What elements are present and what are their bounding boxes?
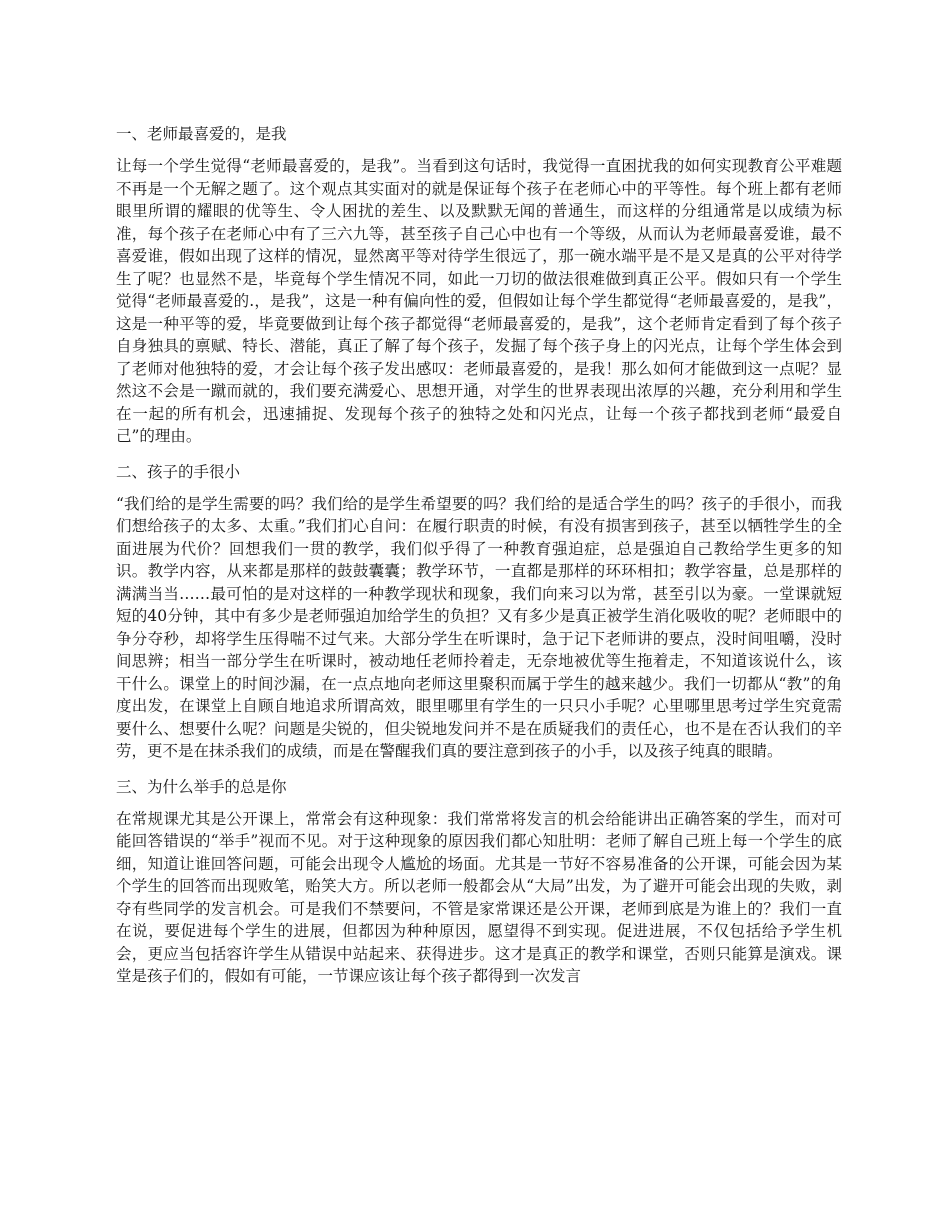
section-paragraph: “我们给的是学生需要的吗？我们给的是学生希望要的吗？我们给的是适合学生的吗？孩子的手很小，而我们想给孩子的太多、太重。”我们扪心自问：在履行职责的时候，有没有损害到孩子，甚至以牺牲学生的全面进展为代价？回想我们一贯的教学，我们似乎得了一种教育强迫症，总是强迫自己教给学生更多的知识。教学内容，从来都是那样的鼓鼓囊囊；教学环节，一直都是那样的环环相扣；教学容量，总是那样的满满当当……最可怕的是对这样的一种教学现状和现象，我们向来习以为常，甚至引以为豪。一堂课就短短的40分钟，其中有多少是老师强迫加给学生的负担？又有多少是真正被学生消化吸收的呢？老师眼中的争分夺秒，却将学生压得喘不过气来。大部分学生在听课时，急于记下老师讲的要点，没时间咀嚼，没时间思辨；相当一部分学生在听课时，被动地任老师拎着走，无奈地被优等生拖着走，不知道该说什么，该干什么。课堂上的时间沙漏，在一点点地向老师这里聚积而属于学生的越来越少。我们一切都从“教”的角度出发，在课堂上自顾自地追求所谓高效，眼里哪里有学生的一只只小手呢？心里哪里思考过学生究竟需要什么、想要什么呢？问题是尖锐的，但尖锐地发问并不是在质疑我们的责任心，也不是在否认我们的辛劳，更不是在抹杀我们的成绩，而是在警醒我们真的要注意到孩子的小手，以及孩子纯真的眼睛。	[116, 494, 842, 760]
section-heading: 三、为什么举手的总是你	[116, 777, 287, 796]
document-page	[116, 122, 842, 1000]
section-heading: 二、孩子的手很小	[116, 462, 241, 481]
section-3	[116, 775, 842, 988]
section-paragraph: 让每一个学生觉得“老师最喜爱的，是我”。当看到这句话时，我觉得一直困扰我的如何实现教育公平难题不再是一个无解之题了。这个观点其实面对的就是保证每个孩子在老师心中的平等性。每个班上都有老师眼里所谓的耀眼的优等生、令人困扰的差生、以及默默无闻的普通生，而这样的分组通常是以成绩为标准，每个孩子在老师心中有了三六九等，甚至孩子自己心中也有一个等级，从而认为老师最喜爱谁，最不喜爱谁，假如出现了这样的情况，显然离平等对待学生很远了，那一碗水端平是不是又是真的公平对待学生了呢？也显然不是，毕竟每个学生情况不同，如此一刀切的做法很难做到真正公平。假如只有一个学生觉得“老师最喜爱的.，是我”，这是一种有偏向性的爱，但假如让每个学生都觉得“老师最喜爱的，是我”，这是一种平等的爱，毕竟要做到让每个孩子都觉得“老师最喜爱的，是我”，这个老师肯定看到了每个孩子自身独具的禀赋、特长、潜能，真正了解了每个孩子，发掘了每个孩子身上的闪光点，让每个学生体会到了老师对他独特的爱，才会让每个孩子发出感叹：老师最喜爱的，是我！那么如何才能做到这一点呢？显然这不会是一蹴而就的，我们要充满爱心、思想开通，对学生的世界表现出浓厚的兴趣，充分利用和学生在一起的所有机会，迅速捕捉、发现每个孩子的独特之处和闪光点，让每一个孩子都找到老师“最爱自己”的理由。	[116, 157, 842, 445]
section-2	[116, 460, 842, 763]
section-heading: 一、老师最喜爱的，是我	[116, 125, 287, 143]
section-1	[116, 122, 842, 448]
section-paragraph: 在常规课尤其是公开课上，常常会有这种现象：我们常常将发言的机会给能讲出正确答案的学生，而对可能回答错误的“举手”视而不见。对于这种现象的原因我们都心知肚明：老师了解自己班上每一个学生的底细，知道让谁回答问题，可能会出现令人尴尬的场面。尤其是一节好不容易准备的公开课，可能会因为某个学生的回答而出现败笔，贻笑大方。所以老师一般都会从“大局”出发，为了避开可能会出现的失败，剥夺有些同学的发言机会。可是我们不禁要问，不管是家常课还是公开课，老师到底是为谁上的？我们一直在说，要促进每个学生的进展，但都因为种种原因，愿望得不到实现。促进进展，不仅包括给予学生机会，更应当包括容许学生从错误中站起来、获得进步。这才是真正的教学和课堂，否则只能算是演戏。课堂是孩子们的，假如有可能，一节课应该让每个孩子都得到一次发言	[116, 809, 842, 985]
